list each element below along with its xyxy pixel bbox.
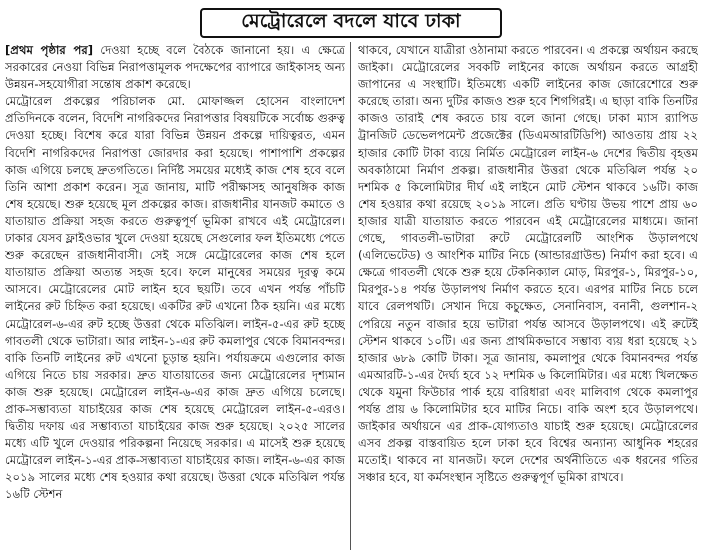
article-column-left bbox=[5, 42, 345, 552]
paragraph-intro bbox=[5, 42, 345, 93]
paragraph-intro-text: দেওয়া হচ্ছে বলে বৈঠকে জানানো হয়। এ ক্ষেত্রে সরকারের নেওয়া বিভিন্ন নিরাপত্তামূলক পদক্ষেপের ব্যাপারে জাইকাসহ অন্য উন্নয়ন-সহযোগীরা সন্তোষ প্রকাশ করেছে। bbox=[5, 43, 345, 92]
headline: মেট্রোরেলে বদলে যাবে ঢাকা bbox=[241, 10, 461, 32]
article-column-right bbox=[358, 42, 698, 552]
headline-box bbox=[200, 8, 502, 38]
paragraph-body-right: থাকবে, যেখানে যাত্রীরা ওঠানামা করতে পারবেন। এ প্রকল্পে অর্থায়ন করছে জাইকা। মেট্রোরেলের সবকটি লাইনের কাজে অর্থায়ন করতে আগ্রহী জাপানের এ সংস্থাটি। ইতিমধ্যে একটি লাইনের কাজ জোরেশোরে শুরু করেছে তারা। অন্য দুটির কাজও শুরু হবে শিগগিরই। এ ছাড়া বাকি তিনটির কাজও তারাই শেষ করতে চায় বলে জানা গেছে। ঢাকা ম্যাস র‍্যাপিড ট্রানজিট ডেভেলপমেন্ট প্রজেক্টের (ডিএমআরটিডিপি) আওতায় প্রায় ২২ হাজার কোটি টাকা ব্যয়ে নির্মিত মেট্রোরেল লাইন-৬ দেশের দ্বিতীয় বৃহত্তম অবকাঠামো নির্মাণ প্রকল্প। রাজধানীর উত্তরা থেকে মতিঝিল পর্যন্ত ২০ দশমিক ৫ কিলোমিটার দীর্ঘ এই লাইনে মোট স্টেশন থাকবে ১৬টি। কাজ শেষ হওয়ার কথা রয়েছে ২০১৯ সালে। প্রতি ঘণ্টায় উভয় পাশে প্রায় ৬০ হাজার যাত্রী যাতায়াত করতে পারবেন এই মেট্রোরেলের মাধ্যমে। জানা গেছে, গাবতলী-ভাটারা রুটে মেট্রোরেলটি আংশিক উড়ালপথে (এলিভেটেড) ও আংশিক মাটির নিচে (আন্ডারগ্রাউন্ড) নির্মাণ করা হবে। এ ক্ষেত্রে গাবতলী থেকে শুরু হয়ে টেকনিক্যাল মোড়, মিরপুর-১, মিরপুর-১০, মিরপুর-১৪ পর্যন্ত উড়ালপথ নির্মাণ করতে হবে। এরপর মাটির নিচে চলে যাবে রেলপথটি। সেখান দিয়ে কচুক্ষেত, সেনানিবাস, বনানী, গুলশান-২ পেরিয়ে নতুন বাজার হয়ে ভাটারা পর্যন্ত আসবে উড়ালপথে। এই রুটেই স্টেশন থাকবে ১০টি। এর জন্য প্রাথমিকভাবে সম্ভাব্য ব্যয় ধরা হয়েছে ২১ হাজার ৬৮৯ কোটি টাকা। সূত্র জানায়, কমলাপুর থেকে বিমানবন্দর পর্যন্ত এমআরটি-১-এর দৈর্ঘ্য হবে ১২ দশমিক ৬ কিলোমিটার। এর মধ্যে খিলক্ষেত থেকে যমুনা ফিউচার পার্ক হয়ে বারিধারা এবং মালিবাগ থেকে কমলাপুর পর্যন্ত প্রায় ৬ কিলোমিটার হবে মাটির নিচে। বাকি অংশ হবে উড়ালপথে। জাইকার অর্থায়নে এর প্রাক-যোগ্যতাও যাচাই শুরু হয়েছে। মেট্রোরেলের এসব প্রকল্প বাস্তবায়িত হলে ঢাকা হবে বিশ্বের অন্যান্য আধুনিক শহরের মতোই। থাকবে না যানজট। ফলে দেশের অর্থনীতিতে এক ধরনের গতির সঞ্চার হবে, যা কর্মসংস্থান সৃষ্টিতে গুরুত্বপূর্ণ ভূমিকা রাখবে। bbox=[358, 43, 698, 485]
column-divider bbox=[350, 42, 351, 550]
continuation-tag: [প্রথম পৃষ্ঠার পর] bbox=[5, 43, 93, 57]
paragraph-body-left: মেট্রোরেল প্রকল্পের পরিচালক মো. মোফাজ্জল হোসেন বাংলাদেশ প্রতিদিনকে বলেন, বিদেশি নাগরিকদের নিরাপত্তার বিষয়টিকে সর্বোচ্চ গুরুত্ব দেওয়া হচ্ছে। বিশেষ করে যারা বিভিন্ন উন্নয়ন প্রকল্পে দায়িত্বরত, এমন বিদেশি নাগরিকদের নিরাপত্তা জোরদার করা হয়েছে। পাশাপাশি প্রকল্পের কাজ এগিয়ে চলছে দ্রুতগতিতে। নির্দিষ্ট সময়ের মধ্যেই কাজ শেষ হবে বলে তিনি আশা প্রকাশ করেন। সূত্র জানায়, মাটি পরীক্ষাসহ আনুষঙ্গিক কাজ শেষ হয়েছে। শুরু হয়েছে মূল প্রকল্পের কাজ। রাজধানীর যানজট কমাতে ও যাতায়াত প্রক্রিয়া সহজ করতে গুরুত্বপূর্ণ ভূমিকা রাখবে এই মেট্রোরেল। ঢাকার যেসব ফ্লাইওভার খুলে দেওয়া হয়েছে সেগুলোর ফল ইতিমধ্যে পেতে শুরু করেছেন রাজধানীবাসী। সেই সঙ্গে মেট্রোরেলের কাজ শেষ হলে যাতায়াত প্রক্রিয়া অত্যন্ত সহজ হবে। ফলে মানুষের সময়ের দূরত্ব কমে আসবে। মেট্রোরেলের মোট লাইন হবে ছয়টি। তবে এখন পর্যন্ত পাঁচটি লাইনের রুট চিহ্নিত করা হয়েছে। একটির রুট এখনো ঠিক হয়নি। এর মধ্যে মেট্রোরেল-৬-এর রুট হচ্ছে উত্তরা থেকে মতিঝিল। লাইন-৫-এর রুট হচ্ছে গাবতলী থেকে ভাটারা। আর লাইন-১-এর রুট কমলাপুর থেকে বিমানবন্দর। বাকি তিনটি লাইনের রুট এখনো চূড়ান্ত হয়নি। পর্যায়ক্রমে এগুলোর কাজ এগিয়ে নিতে চায় সরকার। দ্রুত যাতায়াতের জন্য মেট্রোরেলের দৃশ্যমান কাজ শুরু হয়েছে। মেট্রোরেল লাইন-৬-এর কাজ দ্রুত এগিয়ে চলেছে। প্রাক-সম্ভাব্যতা যাচাইয়ের কাজ শেষ হয়েছে মেট্রোরেল লাইন-৫-এরও। দ্বিতীয় দফায় এর সম্ভাব্যতা যাচাইয়ের কাজ শুরু হয়েছে। ২০২৫ সালের মধ্যে এটি খুলে দেওয়ার পরিকল্পনা নিয়েছে সরকার। এ মাসেই শুরু হয়েছে মেট্রোরেল লাইন-১-এর প্রাক-সম্ভাব্যতা যাচাইয়ের কাজ। লাইন-৬-এর কাজ ২০১৯ সালের মধ্যে শেষ হওয়ার কথা রয়েছে। উত্তরা থেকে মতিঝিল পর্যন্ত ১৬টি স্টেশন bbox=[5, 94, 345, 502]
